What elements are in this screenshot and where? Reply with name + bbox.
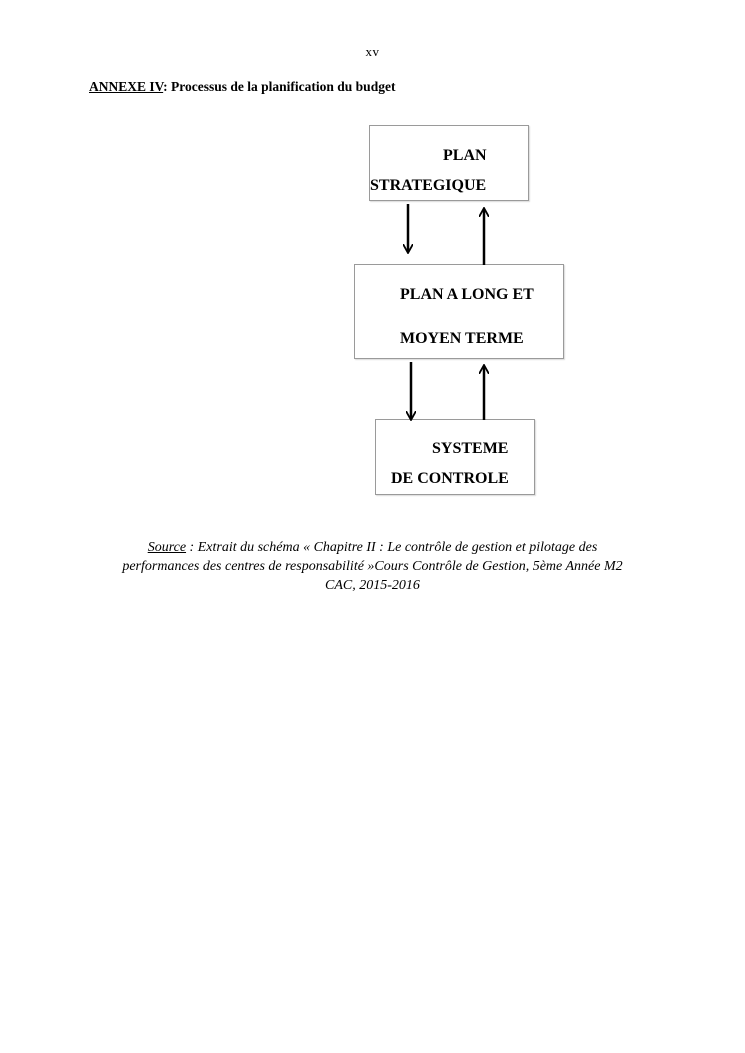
source-label: Source bbox=[147, 540, 187, 555]
node-plan-strategique-line2: STRATEGIQUE bbox=[370, 177, 487, 194]
node-plan-long-moyen-terme-line2: MOYEN TERME bbox=[400, 330, 524, 347]
page-number: xv bbox=[365, 44, 380, 59]
node-plan-long-moyen-terme bbox=[354, 264, 564, 359]
source-text-line1: : Extrait du schéma « Chapitre II : Le contrôle de gestion et pilotage des bbox=[186, 540, 598, 555]
source-caption-line1 bbox=[90, 538, 655, 557]
source-text-line2: performances des centres de responsabilité »Cours Contrôle de Gestion, 5ème Année M2 bbox=[122, 559, 623, 574]
annex-title: : Processus de la planification du budget bbox=[163, 79, 396, 94]
node-systeme-de-controle bbox=[375, 419, 535, 495]
source-caption bbox=[90, 538, 655, 595]
node-plan-strategique bbox=[369, 125, 529, 201]
annex-heading bbox=[89, 79, 395, 95]
annex-label: ANNEXE IV bbox=[89, 79, 164, 94]
node-systeme-de-controle-line2: DE CONTROLE bbox=[391, 470, 509, 487]
node-plan-strategique-line1: PLAN bbox=[443, 147, 487, 164]
source-text-line3: CAC, 2015-2016 bbox=[325, 578, 420, 593]
node-systeme-de-controle-line1: SYSTEME bbox=[432, 440, 509, 457]
node-plan-long-moyen-terme-line1: PLAN A LONG ET bbox=[400, 286, 534, 303]
